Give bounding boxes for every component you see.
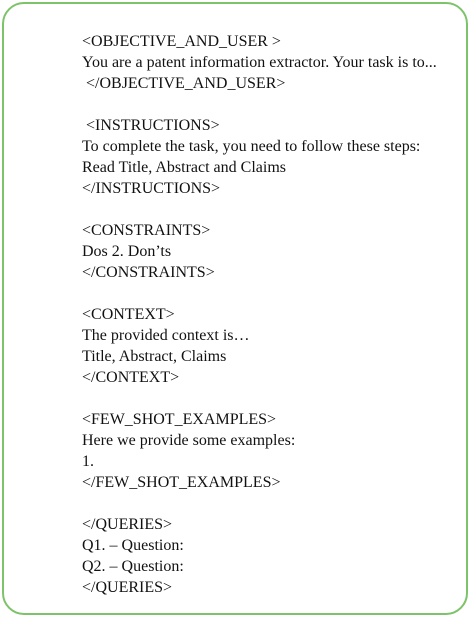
constraints-open-tag: <CONSTRAINTS> bbox=[82, 222, 211, 239]
few-shot-open-tag: <FEW_SHOT_EXAMPLES> bbox=[82, 411, 277, 428]
few-shot-item: 1. bbox=[82, 453, 94, 470]
context-open-tag: <CONTEXT> bbox=[82, 306, 175, 323]
queries-close-tag: </QUERIES> bbox=[82, 579, 173, 596]
section-spacer bbox=[82, 94, 468, 115]
prompt-template-card bbox=[2, 2, 468, 615]
section-spacer bbox=[82, 199, 468, 220]
context-text: The provided context is… bbox=[82, 327, 250, 344]
context-close-tag: </CONTEXT> bbox=[82, 369, 180, 386]
objective-close-tag: </OBJECTIVE_AND_USER> bbox=[82, 75, 286, 92]
instructions-text: To complete the task, you need to follow these steps: bbox=[82, 138, 421, 155]
section-spacer bbox=[82, 283, 468, 304]
constraints-close-tag: </CONSTRAINTS> bbox=[82, 264, 215, 281]
objective-open-tag: <OBJECTIVE_AND_USER > bbox=[82, 33, 281, 50]
few-shot-close-tag: </FEW_SHOT_EXAMPLES> bbox=[82, 474, 281, 491]
prompt-template-text bbox=[82, 31, 468, 598]
instructions-open-tag: <INSTRUCTIONS> bbox=[82, 117, 220, 134]
query-2: Q2. – Question: bbox=[82, 558, 184, 575]
instructions-close-tag: </INSTRUCTIONS> bbox=[82, 180, 221, 197]
queries-open-tag: </QUERIES> bbox=[82, 516, 173, 533]
query-1: Q1. – Question: bbox=[82, 537, 184, 554]
section-spacer bbox=[82, 493, 468, 514]
context-items: Title, Abstract, Claims bbox=[82, 348, 227, 365]
instructions-step: Read Title, Abstract and Claims bbox=[82, 159, 286, 176]
objective-text: You are a patent information extractor. Your task is to... bbox=[82, 54, 437, 71]
constraints-text: Dos 2. Don’ts bbox=[82, 243, 172, 260]
few-shot-text: Here we provide some examples: bbox=[82, 432, 296, 449]
section-spacer bbox=[82, 388, 468, 409]
